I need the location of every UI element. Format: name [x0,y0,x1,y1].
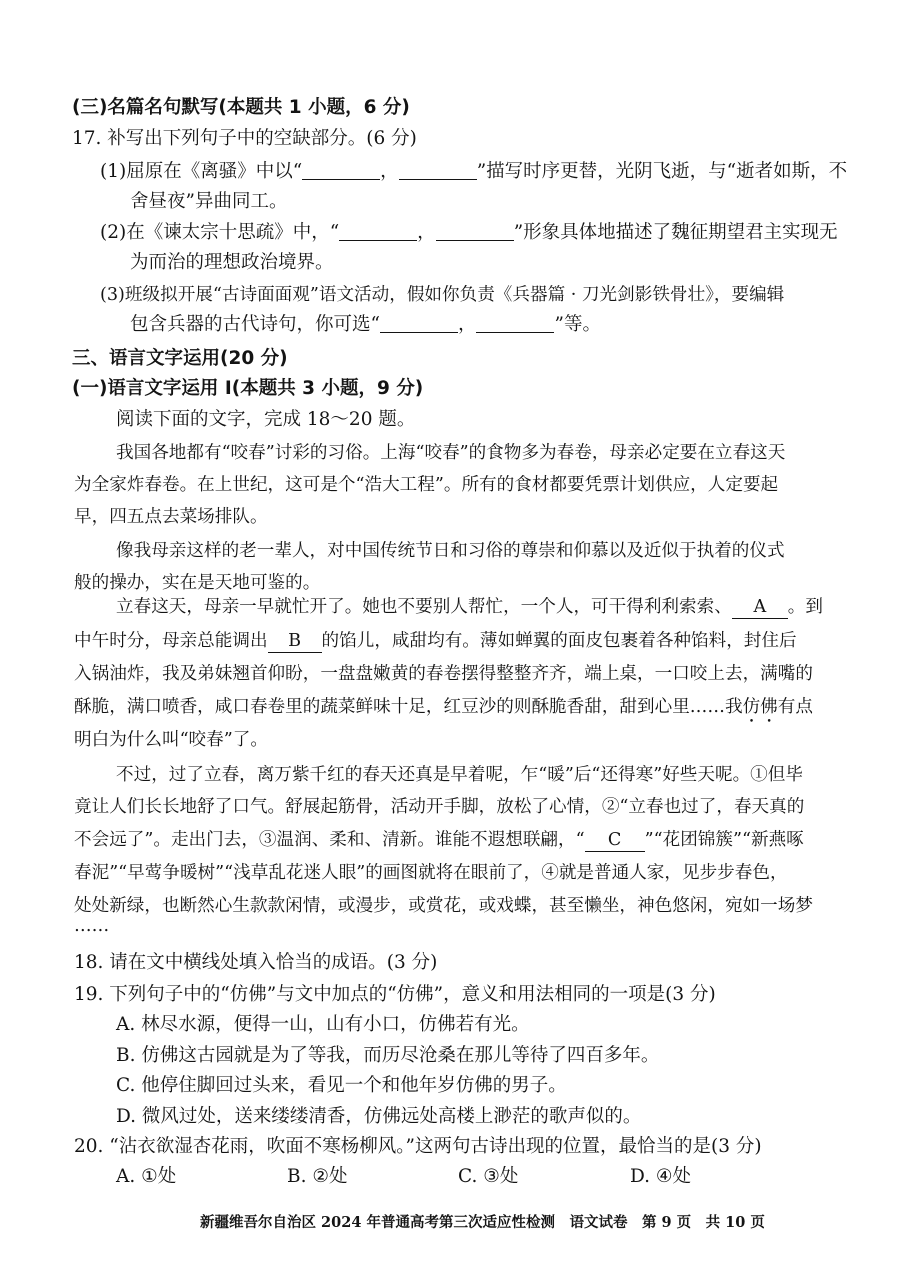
subsection-header: (一)语言文字运用 Ⅰ(本题共 3 小题，9 分) [72,378,424,399]
blank-c[interactable]: C [585,829,645,852]
passage-text: 酥脆，满口喷香，咸口春卷里的蔬菜鲜味十足，红豆沙的则酥脆香甜，甜到心里……我 [74,697,743,717]
reading-instruction: 阅读下面的文字，完成 18～20 题。 [116,409,416,430]
option-b[interactable]: B. 仿佛这古园就是为了等我，而历尽沧桑在那儿等待了四百多年。 [116,1045,660,1066]
answer-blank[interactable] [380,314,458,333]
option-b[interactable]: B. ②处 [287,1166,348,1187]
passage-line [74,628,797,654]
question-19-stem: 19. 下列句子中的“仿佛”与文中加点的“仿佛”，意义和用法相同的一项是(3 分) [74,984,716,1005]
option-d[interactable]: D. ④处 [630,1166,692,1187]
option-a[interactable]: A. ①处 [116,1166,177,1187]
question-17-part-1-cont: 舍昼夜”异曲同工。 [130,191,288,212]
passage-line: 般的操办，实在是天地可鉴的。 [74,573,321,593]
part-1-suffix: ”描写时序更替，光阴飞逝，与“逝者如斯，不 [476,161,848,182]
passage-text: 立春这天，母亲一早就忙开了。她也不要别人帮忙，一个人，可干得利利索索、 [116,597,732,617]
question-17-part-3-cont [130,312,601,338]
passage-line [116,594,823,620]
option-d[interactable]: D. 微风过处，送来缕缕清香，仿佛远处高楼上渺茫的歌声似的。 [116,1106,642,1127]
question-17-part-2-cont: 为而治的理想政治境界。 [130,252,334,273]
answer-blank[interactable] [302,161,380,180]
passage-line: 竟让人们长长地舒了口气。舒展起筋骨，活动开手脚，放松了心情，②“立春也过了，春天真的 [74,797,805,817]
question-17-part-3: (3)班级拟开展“古诗面面观”语文活动，假如你负责《兵器篇 · 刀光剑影铁骨壮》，要编辑 [100,285,785,305]
part-2-prefix: (2)在《谏太宗十思疏》中，“ [100,222,340,243]
passage-text: 中午时分，母亲总能调出 [74,631,268,651]
passage-text: 有点 [777,697,813,717]
passage-line [74,827,804,853]
passage-line: 春泥”“早莺争暖树”“浅草乱花迷人眼”的画图就将在眼前了，④就是普通人家，见步步春色， [74,863,788,883]
blank-b[interactable]: B [268,630,322,653]
part-3-separator: ， [457,314,477,335]
part-2-suffix: ”形象具体地描述了魏征期望君主实现无 [513,222,838,243]
passage-line: 不过，过了立春，离万紫千红的春天还真是早着呢，乍“暖”后“还得寒”好些天呢。①但毕 [116,765,803,785]
passage-text: 。到 [787,597,823,617]
passage-line: …… [74,916,110,936]
blank-a[interactable]: A [732,596,788,619]
part-3-prefix: 包含兵器的古代诗句，你可选“ [130,314,380,335]
passage-line: 像我母亲这样的老一辈人，对中国传统节日和习俗的尊崇和仰慕以及近似于执着的仪式 [116,541,785,561]
part-2-separator: ， [417,222,436,243]
question-20-stem: 20. “沾衣欲湿杏花雨，吹面不寒杨柳风。”这两句古诗出现的位置，最恰当的是(3 分) [74,1136,762,1157]
passage-text: ”“花团锦簇”“新燕啄 [644,830,804,850]
passage-line: 明白为什么叫“咬春”了。 [74,730,268,750]
part-header: 三、语言文字运用(20 分) [72,348,288,369]
option-c[interactable]: C. ③处 [458,1166,519,1187]
question-17-stem: 17. 补写出下列句子中的空缺部分。(6 分) [72,128,417,149]
passage-line: 处处新绿，也断然心生款款闲情，或漫步，或赏花，或戏蝶，甚至懒坐，神色悠闲，宛如一场梦 [74,896,813,916]
option-c[interactable]: C. 他停住脚回过头来，看见一个和他年岁仿佛的男子。 [116,1075,567,1096]
passage-line [74,694,813,727]
part-3-suffix: ”等。 [554,314,601,335]
passage-line: 早，四五点去菜场排队。 [74,507,268,527]
page-footer: 新疆维吾尔自治区 2024 年普通高考第三次适应性检测 语文试卷 第 9 页 共 10 页 [200,1214,765,1231]
part-1-prefix: (1)屈原在《离骚》中以“ [100,161,303,182]
dotted-word-fangfu: 仿佛 [742,697,778,717]
passage-line: 入锅油炸，我及弟妹翘首仰盼，一盘盘嫩黄的春卷摆得整整齐齐，端上桌，一口咬上去，满嘴的 [74,664,813,684]
option-a[interactable]: A. 林尽水源，便得一山，山有小口，仿佛若有光。 [116,1014,530,1035]
passage-text: 不会远了”。走出门去，③温润、柔和、清新。谁能不遐想联翩，“ [74,830,585,850]
answer-blank[interactable] [339,222,417,241]
passage-line: 我国各地都有“咬春”讨彩的习俗。上海“咬春”的食物多为春卷，母亲必定要在立春这天 [116,443,786,463]
question-17-part-2 [100,220,838,246]
part-1-separator: ， [380,161,399,182]
question-18: 18. 请在文中横线处填入恰当的成语。(3 分) [74,952,438,973]
passage-text: 的馅儿，咸甜均有。薄如蝉翼的面皮包裹着各种馅料，封住后 [321,631,797,651]
answer-blank[interactable] [399,161,477,180]
answer-blank[interactable] [476,314,554,333]
answer-blank[interactable] [436,222,514,241]
section-header: (三)名篇名句默写(本题共 1 小题，6 分) [72,97,410,118]
question-17-part-1 [100,159,847,185]
passage-line: 为全家炸春卷。在上世纪，这可是个“浩大工程”。所有的食材都要凭票计划供应，人定要起 [74,475,779,495]
